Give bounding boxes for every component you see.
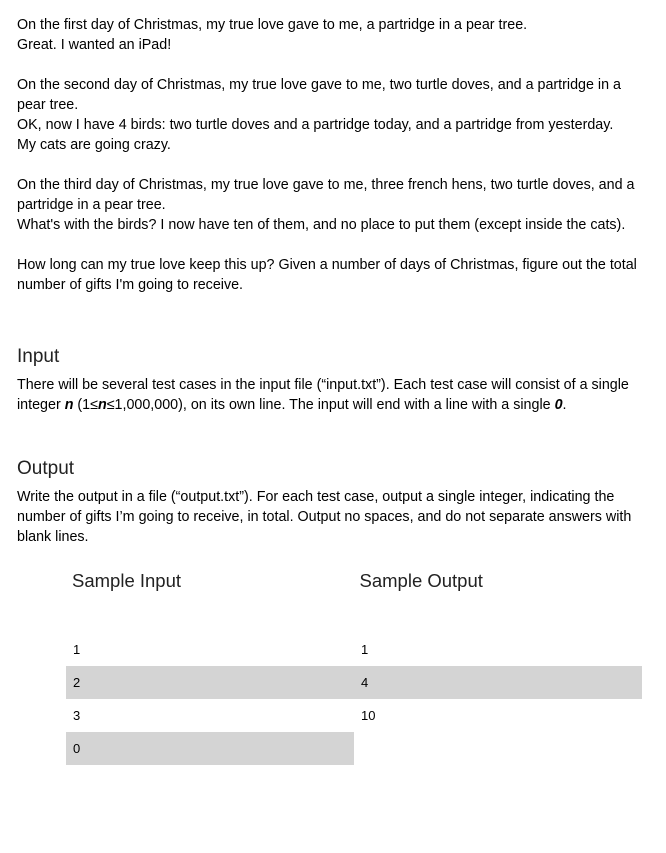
day3-comment: What's with the birds? I now have ten of them, and no place to put them (except inside the cats). (17, 217, 626, 233)
sample-input-cell: 2 (66, 666, 354, 699)
output-description: Write the output in a file (“output.txt”). For each test case, output a single integer, indicating the number of gifts I’m going to receive, in total. Output no spaces, and do not separate answers with blank lines. (17, 489, 632, 545)
sample-table (66, 565, 642, 765)
input-text-4: . (562, 397, 567, 413)
input-text-1: There will be several test cases in the input file (“input.txt”). Each test case will consist of a single integer (17, 377, 629, 413)
day3-paragraph (17, 175, 649, 235)
day1-paragraph (17, 15, 649, 55)
sample-row (66, 633, 642, 666)
sample-rows (66, 633, 642, 765)
problem-statement (17, 15, 649, 547)
question-text: How long can my true love keep this up? Given a number of days of Christmas, figure out the total number of gifts I'm going to receive. (17, 257, 637, 293)
sample-row (66, 666, 642, 699)
day2-paragraph (17, 75, 649, 155)
sample-row (66, 732, 642, 765)
sample-output-cell: 4 (354, 666, 642, 699)
variable-n-range: n (97, 397, 107, 413)
input-description (17, 375, 649, 415)
sample-output-heading: Sample Output (359, 570, 483, 591)
output-heading: Output (17, 458, 75, 479)
input-text-2: (1≤ (73, 397, 98, 413)
sample-output-cell: 1 (361, 642, 369, 657)
day1-text: On the first day of Christmas, my true love gave to me, a partridge in a pear tree. (17, 17, 528, 33)
question-paragraph (17, 255, 649, 295)
sample-row (66, 699, 642, 732)
input-heading: Input (17, 346, 60, 367)
day1-comment: Great. I wanted an iPad! (17, 37, 172, 53)
sample-headers (66, 565, 642, 601)
day3-text: On the third day of Christmas, my true love gave to me, three french hens, two turtle doves, and a partridge in a pear tree. (17, 177, 635, 213)
terminator-zero: 0 (554, 397, 563, 413)
input-text-3: ≤1,000,000), on its own line. The input will end with a line with a single (106, 397, 555, 413)
day2-cats: My cats are going crazy. (17, 137, 171, 153)
sample-input-cell: 0 (66, 732, 354, 765)
sample-output-cell (354, 732, 642, 765)
sample-output-cell: 10 (361, 708, 376, 723)
variable-n: n (64, 397, 74, 413)
sample-input-cell: 1 (73, 642, 81, 657)
sample-input-cell: 3 (73, 708, 81, 723)
day2-text: On the second day of Christmas, my true love gave to me, two turtle doves, and a partridge in a pear tree. (17, 77, 621, 113)
sample-input-heading: Sample Input (72, 570, 182, 591)
day2-comment: OK, now I have 4 birds: two turtle doves and a partridge today, and a partridge from yesterday. (17, 117, 614, 133)
